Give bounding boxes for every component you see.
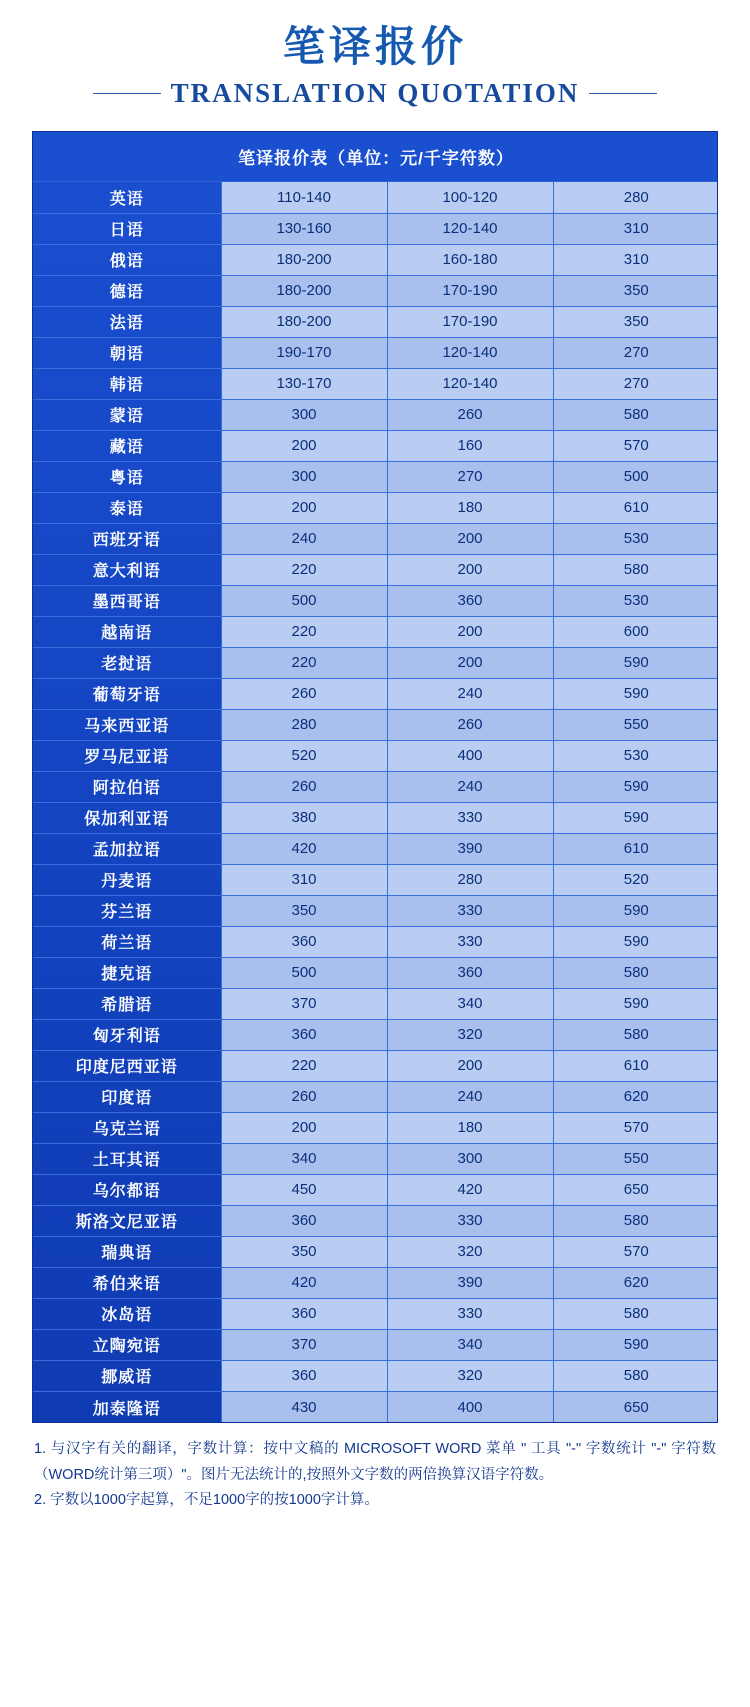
row-price-2: 240 — [387, 678, 553, 709]
row-price-2: 390 — [387, 833, 553, 864]
row-language: 土耳其语 — [33, 1143, 221, 1174]
row-language: 加泰隆语 — [33, 1391, 221, 1422]
table-row — [33, 740, 718, 771]
row-price-1: 180-200 — [221, 306, 387, 337]
row-price-2: 320 — [387, 1360, 553, 1391]
row-price-2: 170-190 — [387, 275, 553, 306]
row-price-3: 570 — [553, 1112, 718, 1143]
row-price-1: 130-170 — [221, 368, 387, 399]
row-price-2: 180 — [387, 492, 553, 523]
table-row — [33, 988, 718, 1019]
row-price-1: 360 — [221, 1205, 387, 1236]
row-price-3: 590 — [553, 771, 718, 802]
row-price-3: 580 — [553, 957, 718, 988]
price-table-card — [32, 131, 718, 1423]
table-row — [33, 1236, 718, 1267]
row-price-3: 610 — [553, 1050, 718, 1081]
table-row — [33, 616, 718, 647]
row-language: 印度语 — [33, 1081, 221, 1112]
row-price-1: 420 — [221, 1267, 387, 1298]
row-price-1: 240 — [221, 523, 387, 554]
price-table — [33, 132, 718, 1422]
row-price-2: 200 — [387, 647, 553, 678]
row-price-1: 500 — [221, 957, 387, 988]
row-price-1: 430 — [221, 1391, 387, 1422]
row-price-2: 100-120 — [387, 182, 553, 213]
table-body — [33, 182, 718, 1422]
row-price-2: 330 — [387, 1205, 553, 1236]
row-price-1: 260 — [221, 1081, 387, 1112]
table-row — [33, 1360, 718, 1391]
row-price-3: 550 — [553, 1143, 718, 1174]
row-price-2: 200 — [387, 616, 553, 647]
row-language: 越南语 — [33, 616, 221, 647]
row-price-3: 590 — [553, 988, 718, 1019]
row-price-2: 320 — [387, 1236, 553, 1267]
row-price-2: 180 — [387, 1112, 553, 1143]
row-price-3: 620 — [553, 1267, 718, 1298]
note-line-2: 2. 字数以1000字起算，不足1000字的按1000字计算。 — [34, 1492, 379, 1509]
table-row — [33, 275, 718, 306]
row-price-3: 620 — [553, 1081, 718, 1112]
row-price-2: 240 — [387, 771, 553, 802]
table-row — [33, 1143, 718, 1174]
row-price-3: 580 — [553, 554, 718, 585]
table-row — [33, 1019, 718, 1050]
row-price-1: 450 — [221, 1174, 387, 1205]
row-price-2: 200 — [387, 554, 553, 585]
row-language: 阿拉伯语 — [33, 771, 221, 802]
row-price-1: 130-160 — [221, 213, 387, 244]
row-price-2: 360 — [387, 957, 553, 988]
row-language: 德语 — [33, 275, 221, 306]
row-price-1: 300 — [221, 399, 387, 430]
row-price-2: 260 — [387, 399, 553, 430]
row-price-1: 350 — [221, 1236, 387, 1267]
row-price-3: 270 — [553, 368, 718, 399]
row-price-3: 580 — [553, 1205, 718, 1236]
row-price-2: 120-140 — [387, 337, 553, 368]
row-price-3: 310 — [553, 213, 718, 244]
row-language: 罗马尼亚语 — [33, 740, 221, 771]
row-price-2: 260 — [387, 709, 553, 740]
table-row — [33, 895, 718, 926]
row-price-2: 170-190 — [387, 306, 553, 337]
table-row — [33, 399, 718, 430]
table-row — [33, 554, 718, 585]
table-row — [33, 802, 718, 833]
row-price-3: 590 — [553, 802, 718, 833]
row-language: 朝语 — [33, 337, 221, 368]
row-price-1: 360 — [221, 1019, 387, 1050]
row-price-1: 370 — [221, 988, 387, 1019]
row-price-3: 590 — [553, 678, 718, 709]
row-price-3: 580 — [553, 1360, 718, 1391]
row-price-1: 220 — [221, 616, 387, 647]
row-language: 希腊语 — [33, 988, 221, 1019]
row-price-2: 400 — [387, 1391, 553, 1422]
row-price-3: 580 — [553, 1019, 718, 1050]
table-row — [33, 523, 718, 554]
table-row — [33, 1267, 718, 1298]
row-price-1: 260 — [221, 678, 387, 709]
row-price-3: 650 — [553, 1174, 718, 1205]
row-price-2: 280 — [387, 864, 553, 895]
row-language: 英语 — [33, 182, 221, 213]
row-price-1: 200 — [221, 1112, 387, 1143]
row-language: 丹麦语 — [33, 864, 221, 895]
row-language: 西班牙语 — [33, 523, 221, 554]
row-price-2: 200 — [387, 1050, 553, 1081]
row-price-3: 350 — [553, 275, 718, 306]
row-price-3: 530 — [553, 585, 718, 616]
table-row — [33, 864, 718, 895]
notes-block — [34, 1437, 716, 1513]
row-price-3: 590 — [553, 895, 718, 926]
row-language: 俄语 — [33, 244, 221, 275]
row-price-2: 390 — [387, 1267, 553, 1298]
table-row — [33, 306, 718, 337]
row-price-1: 200 — [221, 430, 387, 461]
row-price-2: 200 — [387, 523, 553, 554]
row-price-1: 350 — [221, 895, 387, 926]
row-price-3: 580 — [553, 1298, 718, 1329]
row-price-3: 650 — [553, 1391, 718, 1422]
row-price-3: 610 — [553, 833, 718, 864]
row-price-1: 220 — [221, 1050, 387, 1081]
row-price-3: 570 — [553, 1236, 718, 1267]
row-language: 印度尼西亚语 — [33, 1050, 221, 1081]
table-row — [33, 337, 718, 368]
row-language: 老挝语 — [33, 647, 221, 678]
table-row — [33, 244, 718, 275]
row-language: 芬兰语 — [33, 895, 221, 926]
row-price-3: 310 — [553, 244, 718, 275]
table-row — [33, 1112, 718, 1143]
row-language: 冰岛语 — [33, 1298, 221, 1329]
row-price-3: 350 — [553, 306, 718, 337]
row-language: 蒙语 — [33, 399, 221, 430]
row-price-3: 550 — [553, 709, 718, 740]
row-price-1: 500 — [221, 585, 387, 616]
row-price-2: 360 — [387, 585, 553, 616]
table-row — [33, 1205, 718, 1236]
row-price-1: 280 — [221, 709, 387, 740]
table-row — [33, 1050, 718, 1081]
row-price-1: 220 — [221, 554, 387, 585]
row-price-2: 240 — [387, 1081, 553, 1112]
row-language: 斯洛文尼亚语 — [33, 1205, 221, 1236]
row-language: 挪威语 — [33, 1360, 221, 1391]
note-line-1: 1. 与汉字有关的翻译，字数计算：按中文稿的 MICROSOFT WORD 菜单 " 工具 "-" 字数统计 "-" 字符数 （WORD统计第三项）"。图片无法统计的,按照外文字数的两倍换算汉语字符数。 — [34, 1441, 716, 1483]
row-price-2: 270 — [387, 461, 553, 492]
row-price-1: 420 — [221, 833, 387, 864]
row-language: 匈牙利语 — [33, 1019, 221, 1050]
row-price-1: 520 — [221, 740, 387, 771]
row-language: 荷兰语 — [33, 926, 221, 957]
row-price-1: 190-170 — [221, 337, 387, 368]
table-row — [33, 1174, 718, 1205]
row-language: 粤语 — [33, 461, 221, 492]
table-row — [33, 678, 718, 709]
row-price-3: 580 — [553, 399, 718, 430]
row-price-2: 420 — [387, 1174, 553, 1205]
table-row — [33, 461, 718, 492]
divider-left — [93, 93, 161, 94]
divider-right — [589, 93, 657, 94]
table-row — [33, 213, 718, 244]
row-price-3: 530 — [553, 523, 718, 554]
subtitle-row — [0, 78, 750, 109]
row-price-2: 400 — [387, 740, 553, 771]
table-row — [33, 771, 718, 802]
row-language: 葡萄牙语 — [33, 678, 221, 709]
row-price-1: 200 — [221, 492, 387, 523]
row-language: 希伯来语 — [33, 1267, 221, 1298]
row-price-3: 590 — [553, 926, 718, 957]
row-price-1: 360 — [221, 926, 387, 957]
row-price-2: 120-140 — [387, 213, 553, 244]
row-language: 意大利语 — [33, 554, 221, 585]
row-price-2: 330 — [387, 802, 553, 833]
row-price-2: 160-180 — [387, 244, 553, 275]
row-language: 泰语 — [33, 492, 221, 523]
row-price-2: 160 — [387, 430, 553, 461]
row-price-3: 530 — [553, 740, 718, 771]
table-row — [33, 1081, 718, 1112]
row-price-2: 330 — [387, 926, 553, 957]
page-header — [0, 0, 750, 109]
row-price-1: 180-200 — [221, 275, 387, 306]
row-language: 瑞典语 — [33, 1236, 221, 1267]
table-row — [33, 492, 718, 523]
row-price-1: 380 — [221, 802, 387, 833]
row-language: 日语 — [33, 213, 221, 244]
row-language: 捷克语 — [33, 957, 221, 988]
row-price-3: 570 — [553, 430, 718, 461]
table-row — [33, 430, 718, 461]
row-price-1: 360 — [221, 1298, 387, 1329]
table-row — [33, 647, 718, 678]
table-row — [33, 833, 718, 864]
row-language: 法语 — [33, 306, 221, 337]
row-price-1: 110-140 — [221, 182, 387, 213]
row-price-1: 310 — [221, 864, 387, 895]
table-row — [33, 585, 718, 616]
row-price-3: 520 — [553, 864, 718, 895]
row-price-1: 340 — [221, 1143, 387, 1174]
page-subtitle: TRANSLATION QUOTATION — [170, 78, 580, 109]
row-price-3: 590 — [553, 1329, 718, 1360]
row-price-1: 180-200 — [221, 244, 387, 275]
row-price-1: 300 — [221, 461, 387, 492]
row-price-3: 610 — [553, 492, 718, 523]
row-language: 墨西哥语 — [33, 585, 221, 616]
row-price-3: 270 — [553, 337, 718, 368]
row-price-3: 280 — [553, 182, 718, 213]
row-price-1: 220 — [221, 647, 387, 678]
table-row — [33, 182, 718, 213]
row-language: 孟加拉语 — [33, 833, 221, 864]
row-price-1: 260 — [221, 771, 387, 802]
table-row — [33, 957, 718, 988]
row-price-1: 370 — [221, 1329, 387, 1360]
table-row — [33, 368, 718, 399]
row-price-3: 600 — [553, 616, 718, 647]
row-language: 保加利亚语 — [33, 802, 221, 833]
row-price-1: 360 — [221, 1360, 387, 1391]
row-language: 乌克兰语 — [33, 1112, 221, 1143]
row-price-2: 330 — [387, 895, 553, 926]
row-price-2: 320 — [387, 1019, 553, 1050]
row-language: 藏语 — [33, 430, 221, 461]
row-price-2: 330 — [387, 1298, 553, 1329]
row-price-2: 300 — [387, 1143, 553, 1174]
row-language: 立陶宛语 — [33, 1329, 221, 1360]
table-row — [33, 709, 718, 740]
table-row — [33, 926, 718, 957]
table-row — [33, 1298, 718, 1329]
row-price-3: 590 — [553, 647, 718, 678]
row-language: 韩语 — [33, 368, 221, 399]
row-price-2: 340 — [387, 988, 553, 1019]
row-price-2: 120-140 — [387, 368, 553, 399]
row-language: 马来西亚语 — [33, 709, 221, 740]
table-row — [33, 1329, 718, 1360]
table-row — [33, 1391, 718, 1422]
row-language: 乌尔都语 — [33, 1174, 221, 1205]
row-price-3: 500 — [553, 461, 718, 492]
table-caption: 笔译报价表（单位：元/千字符数） — [33, 132, 718, 182]
page-title: 笔译报价 — [282, 23, 467, 70]
row-price-2: 340 — [387, 1329, 553, 1360]
